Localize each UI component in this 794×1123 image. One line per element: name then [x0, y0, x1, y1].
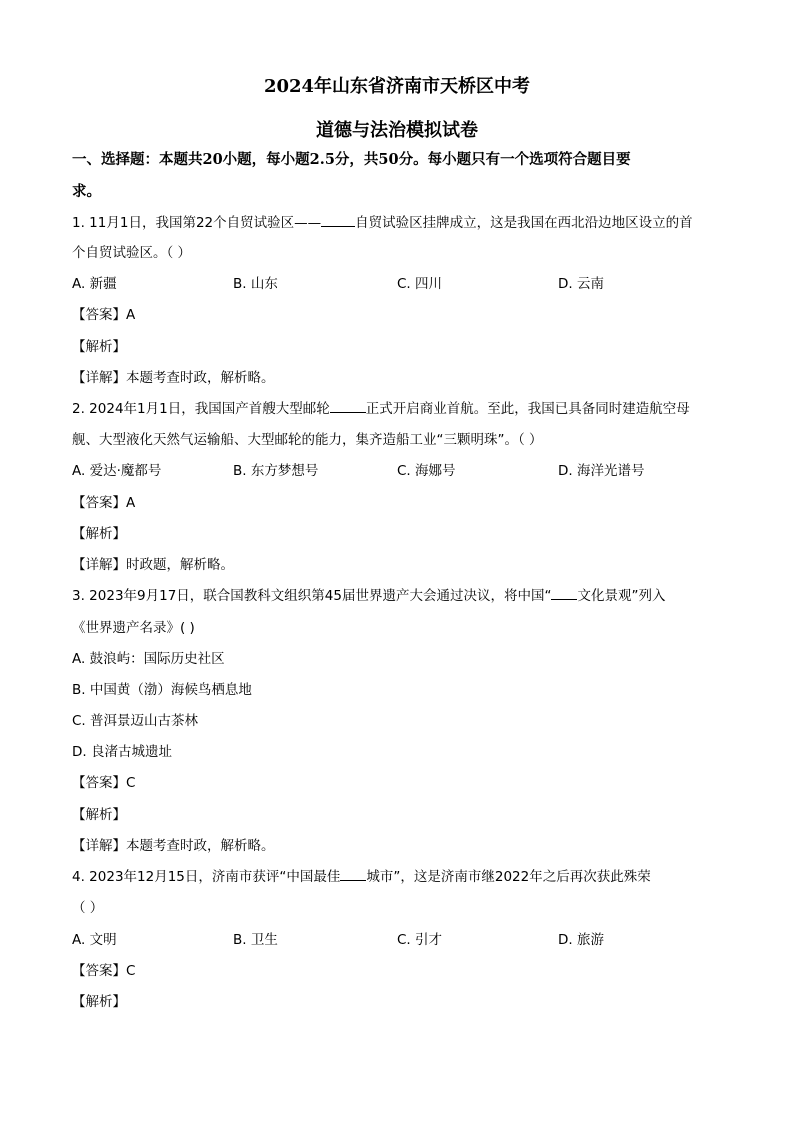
q4-stem-part-a: 4. 2023年12月15日，济南市获评“中国最佳: [72, 869, 341, 885]
q1-stem-line1: [72, 213, 693, 233]
q3-option-b: B. 中国黄（渤）海候鸟栖息地: [72, 682, 252, 698]
q3-answer-value: C: [126, 775, 136, 791]
q3-option-c: C. 普洱景迈山古茶林: [72, 713, 199, 729]
q4-option-a: A. 文明: [72, 932, 117, 948]
q3-stem-part-b: 文化景观”列入: [577, 588, 666, 604]
q1-answer: [72, 305, 135, 325]
q3-option-d: D. 良渚古城遗址: [72, 744, 172, 760]
q3-blank: [551, 586, 577, 600]
q1-option-c: C. 四川: [397, 276, 443, 292]
answer-label: 【答案】: [72, 307, 126, 323]
q3-detail: [72, 836, 275, 856]
q4-answer-value: C: [126, 963, 136, 979]
q3-detail-text: 本题考查时政，解析略。: [126, 838, 275, 854]
detail-label: 【详解】: [72, 370, 126, 386]
q1-stem-part-b: 自贸试验区挂牌成立，这是我国在西北沿边地区设立的首: [355, 215, 693, 231]
q4-option-c: C. 引才: [397, 932, 443, 948]
q4-stem-line1: [72, 867, 651, 887]
q4-blank: [340, 867, 366, 881]
q1-stem-line2: 个自贸试验区。（ ）: [72, 245, 192, 261]
q2-stem-part-b: 正式开启商业首航。至此，我国已具备同时建造航空母: [365, 401, 690, 417]
q1-analysis: 【解析】: [72, 339, 126, 355]
section-instruction-line1: 一、选择题：本题共20小题，每小题2.5分，共50分。每小题只有一个选项符合题目要: [72, 151, 631, 168]
q2-stem-line2: 舰、大型液化天然气运输船、大型邮轮的能力，集齐造船工业“三颗明珠”。（ ）: [72, 432, 543, 448]
q3-stem-line2: 《世界遗产名录》( ): [72, 620, 195, 636]
q1-detail-text: 本题考查时政，解析略。: [126, 370, 275, 386]
q2-detail-text: 时政题，解析略。: [126, 557, 234, 573]
q2-detail: [72, 555, 234, 575]
q3-answer: [72, 773, 135, 793]
q1-option-d: D. 云南: [558, 276, 604, 292]
q1-detail: [72, 368, 275, 388]
q4-stem-line2: （ ）: [72, 900, 104, 916]
q4-option-d: D. 旅游: [558, 932, 604, 948]
q2-answer: [72, 493, 135, 513]
q2-stem-part-a: 2. 2024年1月1日，我国国产首艘大型邮轮: [72, 401, 330, 417]
answer-label: 【答案】: [72, 963, 126, 979]
q2-blank: [330, 399, 366, 413]
q1-option-a: A. 新疆: [72, 276, 117, 292]
q2-option-a: A. 爱达·魔都号: [72, 463, 162, 479]
q1-option-b: B. 山东: [233, 276, 278, 292]
q2-option-d: D. 海洋光谱号: [558, 463, 645, 479]
q2-analysis: 【解析】: [72, 526, 126, 542]
q4-analysis: 【解析】: [72, 994, 126, 1010]
answer-label: 【答案】: [72, 495, 126, 511]
q2-option-c: C. 海娜号: [397, 463, 456, 479]
q4-stem-part-b: 城市”，这是济南市继2022年之后再次获此殊荣: [366, 869, 651, 885]
section-instruction-line2: 求。: [72, 183, 101, 200]
q2-stem-line1: [72, 399, 690, 419]
q2-option-b: B. 东方梦想号: [233, 463, 319, 479]
q1-blank: [321, 213, 355, 227]
exam-title-line2: 道德与法治模拟试卷: [316, 120, 478, 141]
q1-stem-part-a: 1. 11月1日，我国第22个自贸试验区——: [72, 215, 322, 231]
answer-label: 【答案】: [72, 775, 126, 791]
q2-answer-value: A: [126, 495, 136, 511]
q4-answer: [72, 961, 135, 981]
exam-title-line1: 2024年山东省济南市天桥区中考: [263, 76, 531, 97]
q3-stem-part-a: 3. 2023年9月17日，联合国教科文组织第45届世界遗产大会通过决议，将中国“: [72, 588, 552, 604]
q3-stem-line1: [72, 586, 665, 606]
q3-option-a: A. 鼓浪屿：国际历史社区: [72, 651, 225, 667]
q4-option-b: B. 卫生: [233, 932, 278, 948]
detail-label: 【详解】: [72, 838, 126, 854]
q1-answer-value: A: [126, 307, 136, 323]
detail-label: 【详解】: [72, 557, 126, 573]
q3-analysis: 【解析】: [72, 807, 126, 823]
